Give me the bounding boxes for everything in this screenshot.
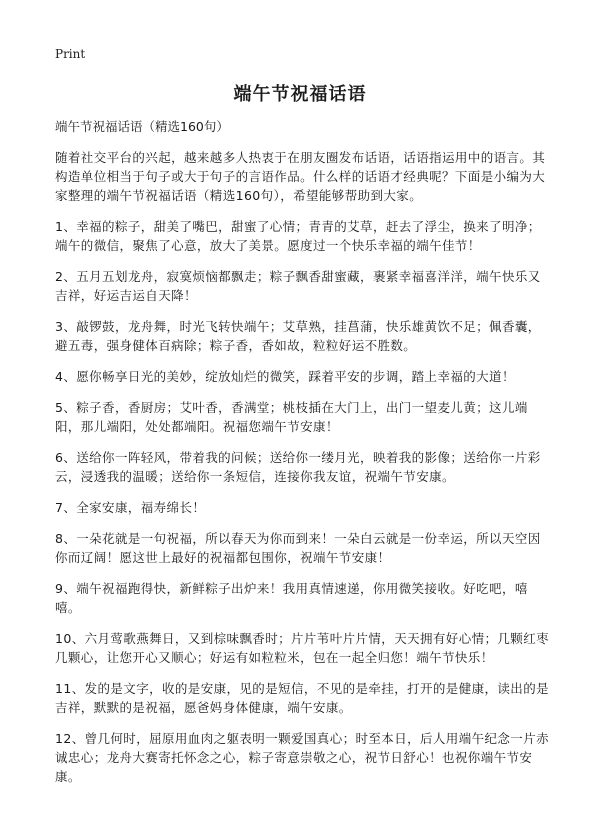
greeting-item: 4、愿你畅享日光的美妙，绽放灿烂的微笑，踩着平安的步调，踏上幸福的大道！ bbox=[55, 369, 515, 384]
greeting-item: 11、发的是文字，收的是安康，见的是短信，不见的是牵挂，打开的是健康，读出的是吉祥，默默的是祝福，愿爸妈身体健康，端午安康。 bbox=[55, 681, 550, 715]
document-body bbox=[55, 118, 551, 798]
greeting-item: 7、全家安康，福寿绵长！ bbox=[55, 500, 206, 515]
intro-paragraph: 随着社交平台的兴起，越来越多人热衷于在朋友圈发布话语，话语指运用中的语言。其构造单位相当于句子或大于句子的言语作品。什么样的话语才经典呢？下面是小编为大家整理的端午节祝福话语（精选160句），希望能够帮助到大家。 bbox=[55, 150, 546, 203]
greeting-item: 8、一朵花就是一句祝福，所以春天为你而到来！一朵白云就是一份幸运，所以天空因你而辽阔！愿这世上最好的祝福都包围你，祝端午节安康！ bbox=[55, 531, 541, 565]
print-link[interactable]: Print bbox=[55, 47, 86, 61]
greeting-item: 10、六月莺歌燕舞日，又到棕味飘香时；片片苇叶片片情，天天拥有好心情；几颗红枣几颗心，让您开心又顺心；好运有如粒粒米，包在一起全归您！端午节快乐！ bbox=[55, 631, 550, 665]
greeting-item: 9、端午祝福跑得快，新鲜粽子出炉来！我用真情速递，你用微笑接收。好吃吧，嘻嘻。 bbox=[55, 581, 528, 615]
greeting-item: 1、幸福的粽子，甜美了嘴巴，甜蜜了心情；青青的艾草，赶去了浮尘，换来了明净；端午的微信，聚焦了心意，放大了美景。愿度过一个快乐幸福的端午佳节！ bbox=[55, 219, 541, 253]
document-subtitle: 端午节祝福话语（精选160句） bbox=[55, 119, 229, 134]
greeting-item: 12、曾几何时，屈原用血肉之躯表明一颗爱国真心；时至本日，后人用端午纪念一片赤诚忠心；龙舟大赛寄托怀念之心，粽子寄意崇敬之心，祝节日舒心！也祝你端午节安康。 bbox=[55, 731, 550, 784]
document-title: 端午节祝福话语 bbox=[233, 84, 367, 105]
greeting-item: 5、粽子香，香厨房；艾叶香，香满堂；桃枝插在大门上，出门一望麦儿黄；这儿端阳，那儿端阳，处处都端阳。祝福您端午节安康！ bbox=[55, 400, 528, 434]
greeting-item: 6、送给你一阵轻风，带着我的问候；送给你一缕月光，映着我的影像；送给你一片彩云，浸透我的温暖；送给你一条短信，连接你我友谊，祝端午节安康。 bbox=[55, 450, 541, 484]
greeting-item: 3、敲锣鼓，龙舟舞，时光飞转快端午；艾草熟，挂菖蒲，快乐雄黄饮不足；佩香囊，避五毒，强身健体百病除；粽子香，香如故，粒粒好运不胜数。 bbox=[55, 319, 541, 353]
greeting-item: 2、五月五划龙舟，寂寞烦恼都飘走；粽子飘香甜蜜藏，裹紧幸福喜洋洋，端午快乐又吉祥，好运吉运自天降！ bbox=[55, 269, 541, 303]
